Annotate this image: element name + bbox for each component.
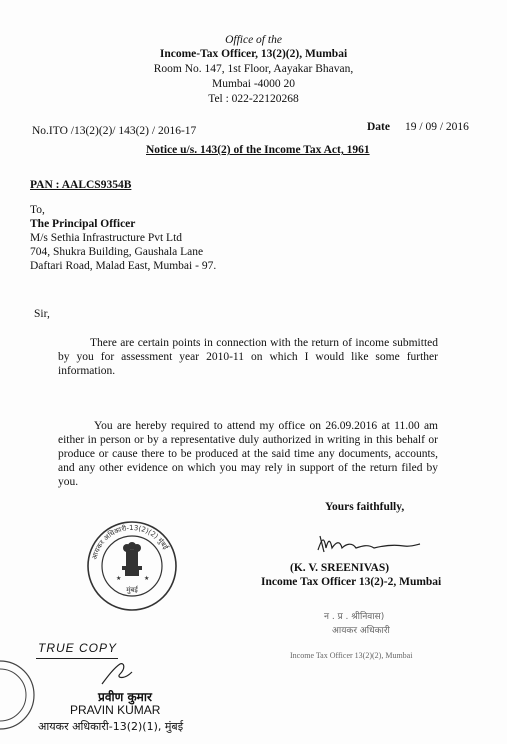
reference-number: No.ITO /13(2)(2)/ 143(2) / 2016-17 xyxy=(32,125,197,137)
office-city: Mumbai -4000 20 xyxy=(211,78,296,90)
salutation: Sir, xyxy=(34,308,50,320)
official-seal xyxy=(86,520,178,612)
true-copy-mark: TRUE COPY xyxy=(38,641,118,655)
address-line-3: Daftari Road, Malad East, Mumbai - 97. xyxy=(30,260,217,272)
attest-designation: आयकर अधिकारी-13(2)(1), मुंबई xyxy=(38,720,184,733)
seal-ring-text: आयकर अधिकारी-13(2)(2) मुंबई xyxy=(90,523,170,561)
address-to: To, xyxy=(30,204,45,216)
svg-text:★: ★ xyxy=(144,576,150,582)
office-of-line: Office of the xyxy=(225,34,282,46)
partial-stamp xyxy=(0,655,40,735)
svg-text:★: ★ xyxy=(116,576,122,582)
date-label: Date xyxy=(367,121,390,133)
paragraph-1: There are certain points in connection with the return of income submitted by you for assessment year 2010-11 on which I would like some further information. xyxy=(58,337,438,377)
office-title: Income-Tax Officer, 13(2)(2), Mumbai xyxy=(159,48,348,60)
attest-signature xyxy=(98,658,138,688)
office-address: Room No. 147, 1st Floor, Aayakar Bhavan, xyxy=(153,63,354,75)
address-line-2: 704, Shukra Building, Gaushala Lane xyxy=(30,246,204,258)
address-line-1: M/s Sethia Infrastructure Pvt Ltd xyxy=(30,232,183,244)
officer-signature xyxy=(312,530,422,560)
pan-number: PAN : AALCS9354B xyxy=(30,179,132,191)
paragraph-2: You are hereby required to attend my office on 26.09.2016 at 11.00 am either in person or by a representative duly authorized in writing in this behalf or produce or cause there to be produced at the said time any documents, accounts, and any other evidence on which you may rely in support of the return filed by you. xyxy=(58,420,438,488)
notice-title: Notice u/s. 143(2) of the Income Tax Act, 1961 xyxy=(146,144,370,156)
signatory-designation: Income Tax Officer 13(2)-2, Mumbai xyxy=(261,576,442,588)
addressee: The Principal Officer xyxy=(30,218,136,230)
signatory-name: (K. V. SREENIVAS) xyxy=(290,562,390,574)
seal-bottom-text: मुंबई xyxy=(126,586,138,594)
date-value: 19 / 09 / 2016 xyxy=(405,121,469,133)
closing: Yours faithfully, xyxy=(325,501,405,513)
faint-stamp-line-3: Income Tax Officer 13(2)(2), Mumbai xyxy=(290,651,413,660)
attest-hindi-name: प्रवीण कुमार xyxy=(98,690,152,704)
attest-name: PRAVIN KUMAR xyxy=(70,703,161,717)
faint-stamp-line-1: न . प्र . श्रीनिवास) xyxy=(324,612,385,622)
faint-stamp-line-2: आयकर अधिकारी xyxy=(332,626,390,636)
office-phone: Tel : 022-22120268 xyxy=(208,93,299,105)
